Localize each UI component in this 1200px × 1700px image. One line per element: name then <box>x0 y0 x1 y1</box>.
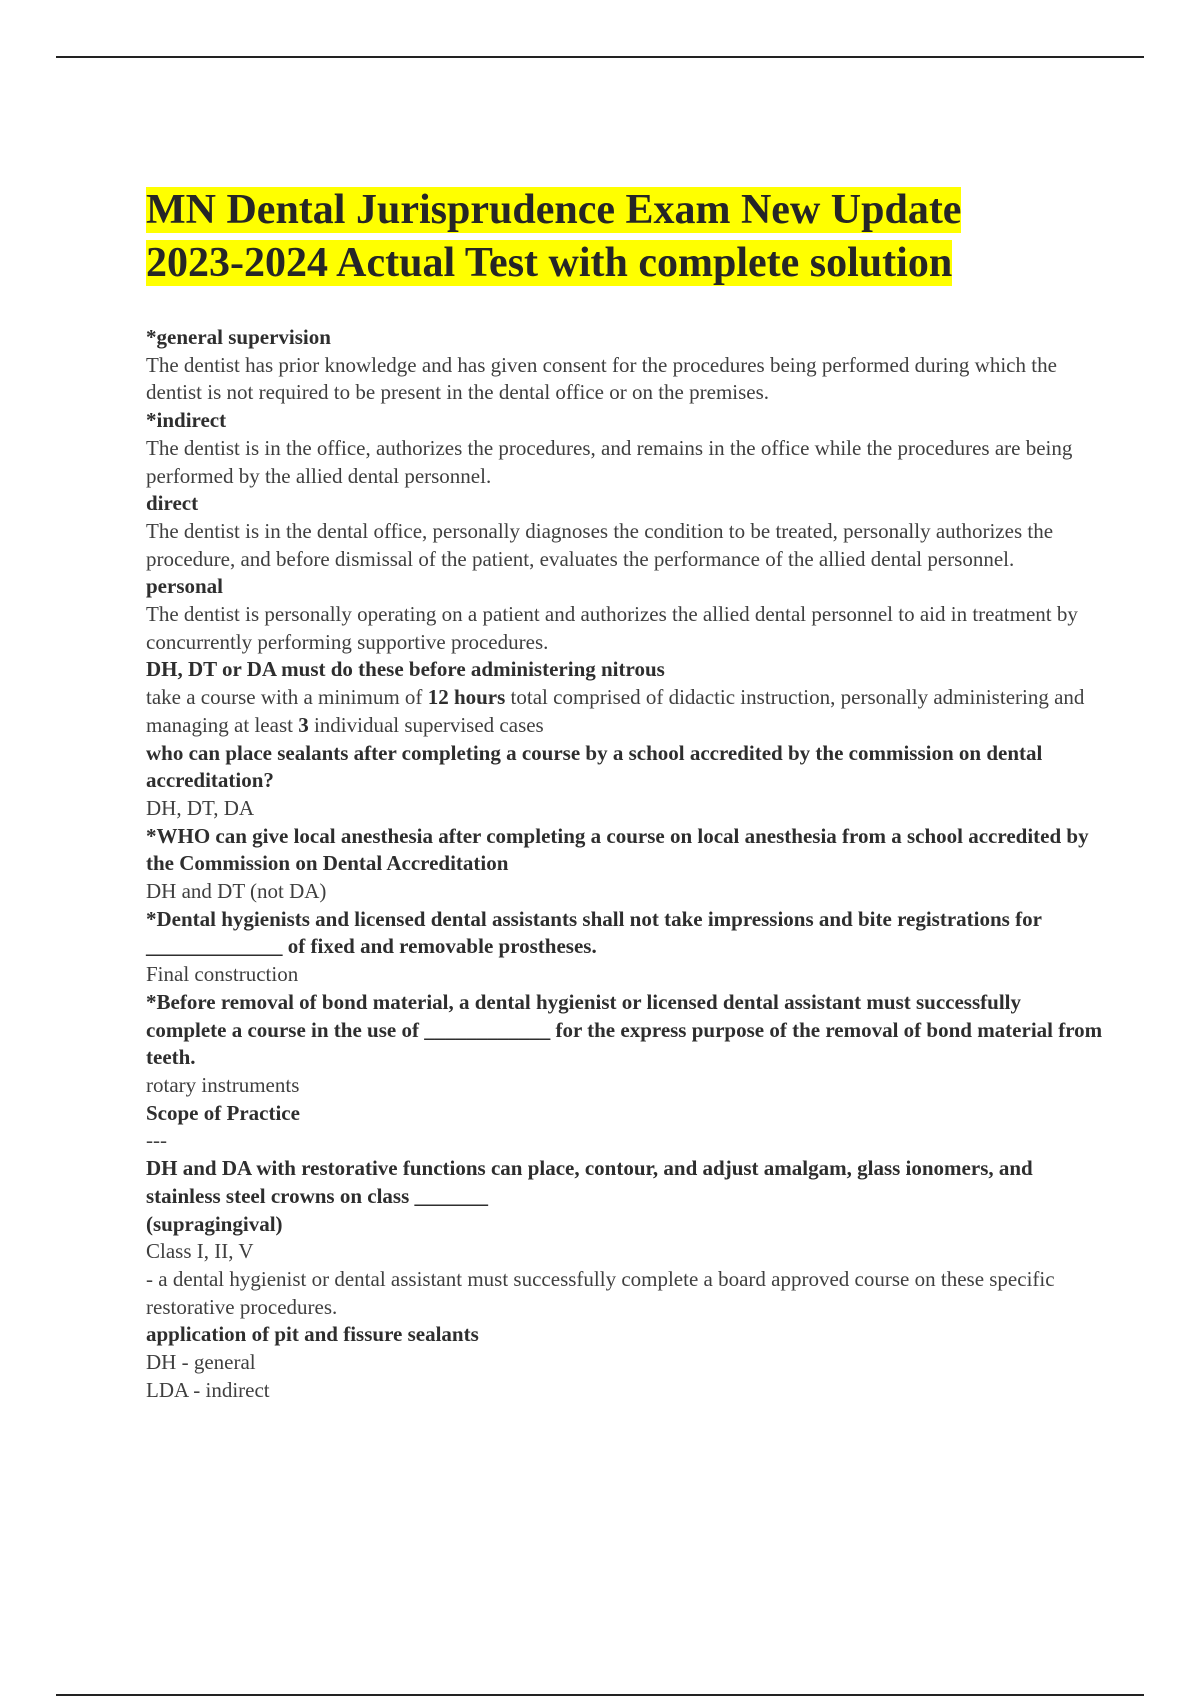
answer: The dentist has prior knowledge and has given consent for the procedures being performed during which the dentist is not required to be present in the dental office or on the premises. <box>146 352 1057 405</box>
question: *Before removal of bond material, a dental hygienist or licensed dental assistant must successfully complete a course in the use of ____________ for the express purpose of the removal of bond material from teeth. <box>146 989 1103 1070</box>
qa-entry <box>146 740 1106 823</box>
answer: The dentist is personally operating on a patient and authorizes the allied dental personnel to aid in treatment by concurrently performing supportive procedures. <box>146 602 1078 654</box>
answer-bold-hours: 12 hours <box>427 685 506 710</box>
answer: LDA - indirect <box>146 1377 270 1402</box>
answer-note: - a dental hygienist or dental assistant must successfully complete a board approved course on these specific restorative procedures. <box>146 1266 1055 1319</box>
top-rule <box>56 56 1144 58</box>
answer-text: individual supervised cases <box>308 712 544 737</box>
title-line-2: 2023-2024 Actual Test with complete solution <box>146 240 953 286</box>
question: personal <box>146 574 224 599</box>
qa-entry <box>146 1321 1106 1404</box>
answer: Final construction <box>146 962 299 987</box>
answer-text: take a course with a minimum of <box>146 685 428 710</box>
question-continuation: (supragingival) <box>146 1211 283 1236</box>
question: *Dental hygienists and licensed dental assistants shall not take impressions and bite registrations for _____________ of fixed and removable prostheses. <box>146 906 1042 959</box>
document-body <box>146 184 1106 1404</box>
bottom-rule <box>56 1694 1144 1696</box>
title-line-1: MN Dental Jurisprudence Exam New Update <box>146 187 962 233</box>
question: DH and DA with restorative functions can place, contour, and adjust amalgam, glass ionomers, and stainless steel crowns on class _______ <box>146 1156 1033 1208</box>
question: *general supervision <box>146 325 331 349</box>
qa-entry <box>146 1155 1106 1321</box>
question: *indirect <box>146 408 227 433</box>
question: *WHO can give local anesthesia after completing a course on local anesthesia from a school accredited by the Commission on Dental Accreditation <box>146 823 1089 876</box>
qa-entry <box>146 490 1106 573</box>
answer: The dentist is in the office, authorizes the procedures, and remains in the office while the procedures are being performed by the allied dental personnel. <box>146 435 1073 488</box>
answer: Class I, II, V <box>146 1239 254 1264</box>
answer: DH and DT (not DA) <box>146 879 327 904</box>
qa-entry <box>146 324 1106 407</box>
qa-entry <box>146 823 1106 906</box>
answer <box>146 684 1106 739</box>
answer: The dentist is in the dental office, personally diagnoses the condition to be treated, personally authorizes the procedure, and before dismissal of the patient, evaluates the performance of the allied dental personnel. <box>146 518 1054 571</box>
qa-entry <box>146 989 1106 1100</box>
document-title <box>146 184 1106 290</box>
qa-entry <box>146 906 1106 989</box>
answer: DH, DT, DA <box>146 795 255 820</box>
qa-entry <box>146 573 1106 656</box>
answer: --- <box>146 1128 167 1153</box>
question: application of pit and fissure sealants <box>146 1322 479 1347</box>
question: direct <box>146 491 199 516</box>
answer: DH - general <box>146 1350 256 1375</box>
answer: rotary instruments <box>146 1072 300 1097</box>
question: who can place sealants after completing a course by a school accredited by the commission on dental accreditation? <box>146 740 1043 793</box>
qa-entry <box>146 1100 1106 1155</box>
qa-entry <box>146 407 1106 490</box>
answer-text: total comprised of didactic instruction, personally administering and managing at least <box>146 685 1085 737</box>
question: DH, DT or DA must do these before administering nitrous <box>146 657 665 682</box>
answer-bold-cases: 3 <box>298 712 309 737</box>
question: Scope of Practice <box>146 1100 300 1125</box>
qa-entry <box>146 656 1106 739</box>
